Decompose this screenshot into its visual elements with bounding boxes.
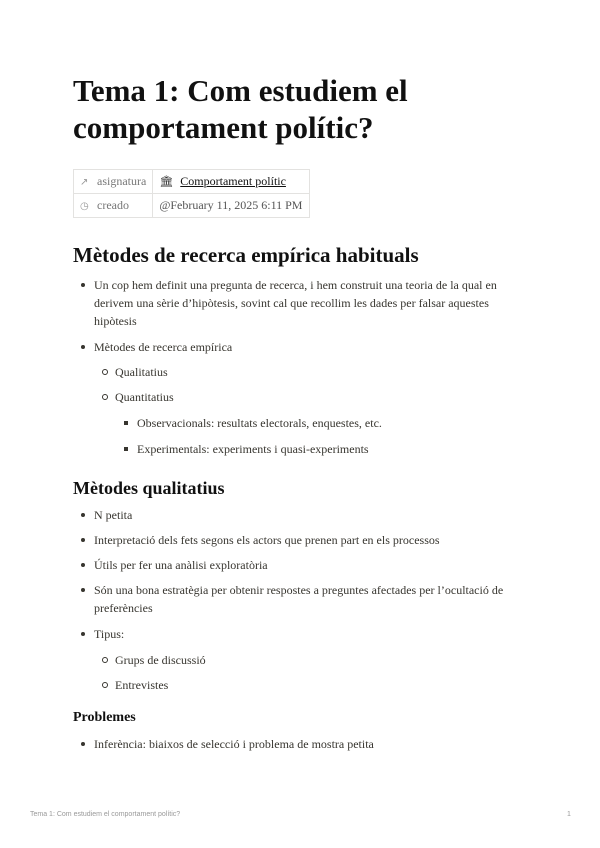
property-key: asignatura: [97, 174, 147, 188]
list-item: Inferència: biaixos de selecció i problema de mostra petita: [94, 737, 374, 751]
list-item: Grups de discussió: [115, 653, 206, 667]
created-date: @February 11, 2025 6:11 PM: [159, 198, 303, 212]
list-item: N petita: [94, 508, 133, 522]
list-item: Experimentals: experiments i quasi-experiments: [137, 442, 369, 456]
list-item: Un cop hem definit una pregunta de recerca, i hem construit una teoria de la qual en derivem una sèrie d’hipòtesis, sovint cal que recollim les dades per falsar aquestes hipòtesis: [94, 276, 524, 330]
subject-link[interactable]: Comportament polític: [180, 174, 286, 188]
section-heading-metodes-qualitatius: Mètodes qualitatius: [73, 478, 225, 498]
property-key: creado: [97, 198, 129, 212]
list-item: Són una bona estratègia per obtenir respostes a preguntes afectades per l’ocultació de preferències: [94, 581, 524, 617]
arrow-up-right-icon: ↗: [80, 177, 89, 188]
list-item: Útils per fer una anàlisi exploratòria: [94, 558, 268, 572]
properties-table: [73, 169, 310, 218]
clock-icon: ◷: [80, 201, 89, 212]
list-item: Mètodes de recerca empírica: [94, 340, 233, 354]
list-item: Qualitatius: [115, 365, 168, 379]
list-item: Quantitatius: [115, 390, 174, 404]
bank-icon: 🏛: [159, 175, 174, 188]
list-item: Observacionals: resultats electorals, enquestes, etc.: [137, 416, 382, 430]
section-heading-problemes: Problemes: [73, 710, 136, 725]
list-item: Tipus:: [94, 627, 125, 641]
section-heading-metodes-recerca: Mètodes de recerca empírica habituals: [73, 243, 419, 267]
footer-title: Tema 1: Com estudiem el comportament polític?: [30, 811, 181, 818]
footer-page-number: 1: [567, 811, 571, 818]
list-item: Interpretació dels fets segons els actors que prenen part en els processos: [94, 533, 440, 547]
list-item: Entrevistes: [115, 678, 169, 692]
property-row-creado: [74, 194, 310, 218]
property-row-asignatura: [74, 170, 310, 194]
page-title: Tema 1: Com estudiem el comportament polític?: [73, 73, 408, 145]
